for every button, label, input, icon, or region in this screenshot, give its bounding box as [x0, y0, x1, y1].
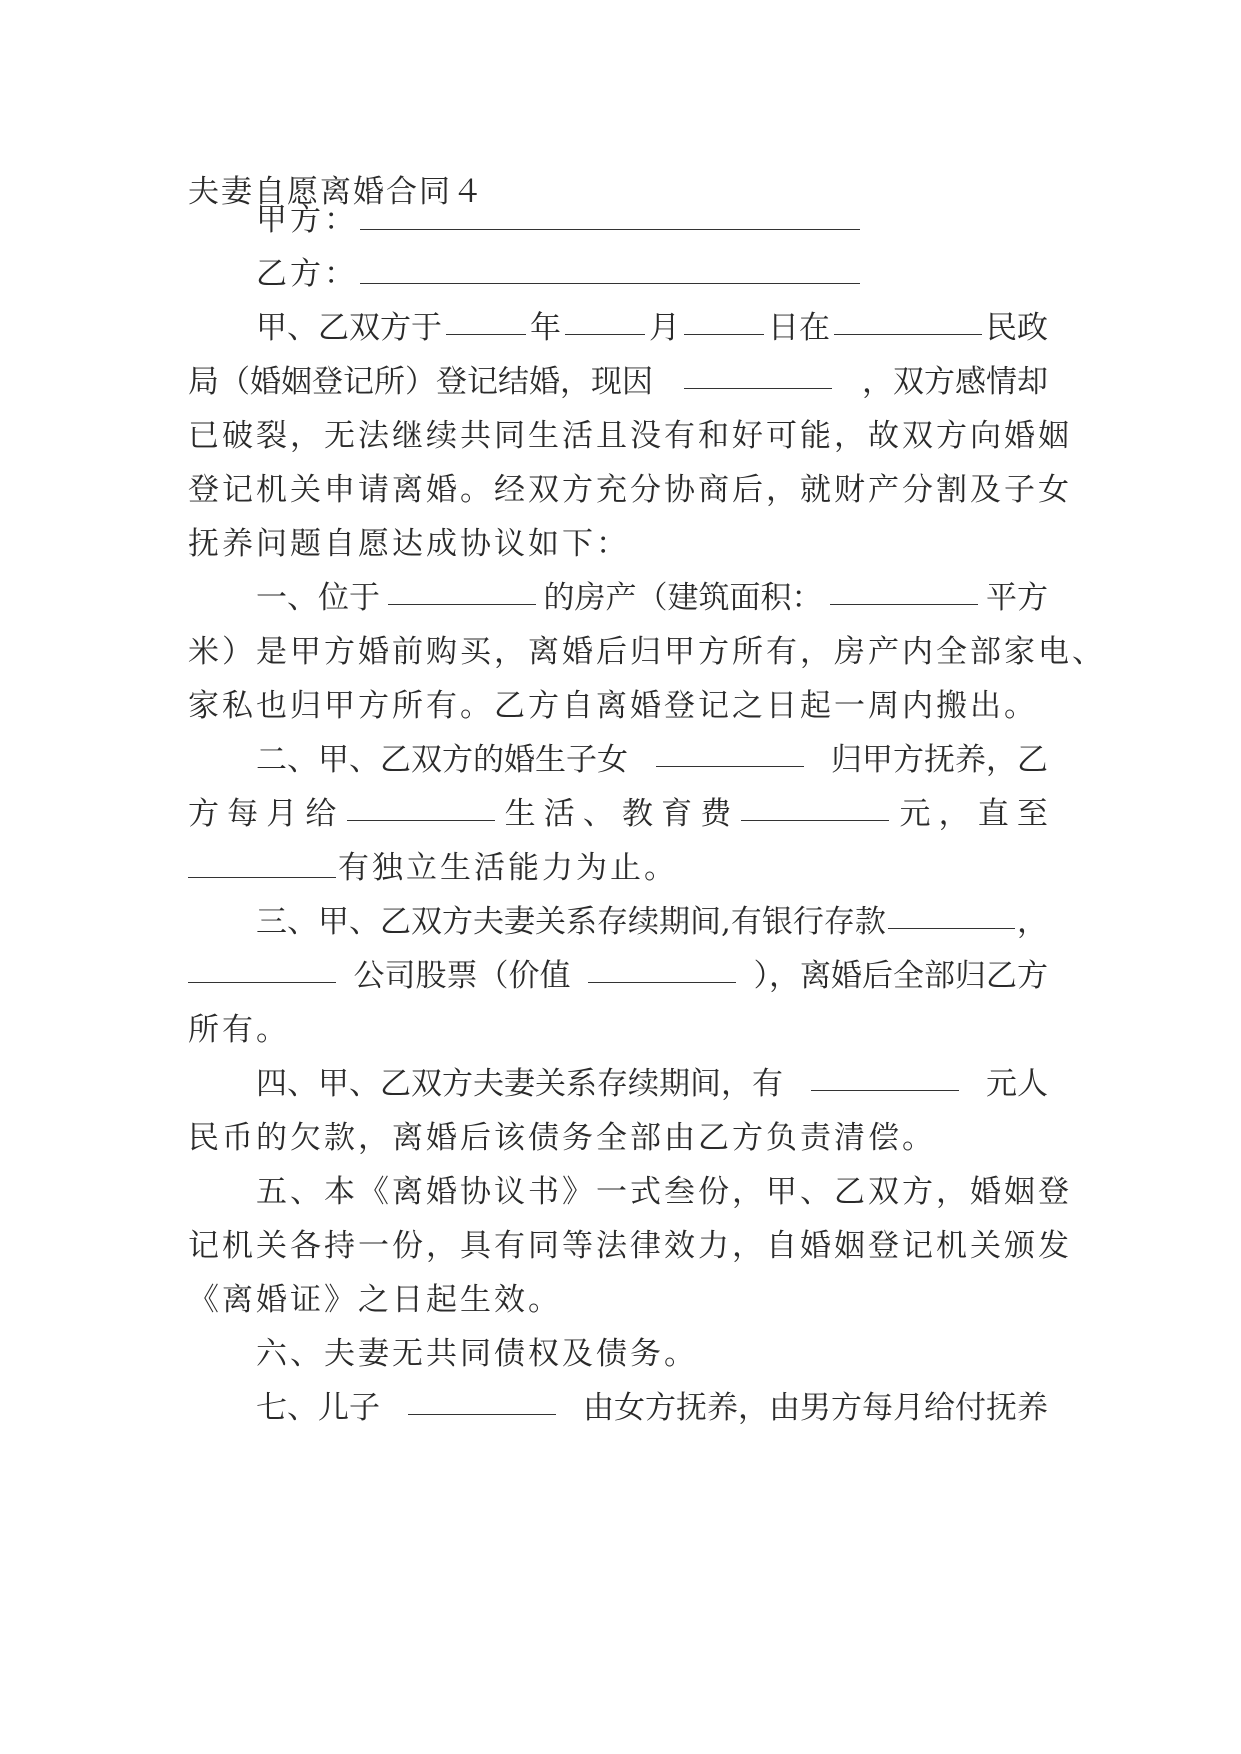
bureau-blank[interactable] [834, 308, 982, 335]
intro-line-3: 已破裂，无法继续共同生活且没有和好可能，故双方向婚姻 [188, 418, 1072, 454]
clause-char: 费 [700, 796, 732, 832]
support-amount-blank[interactable] [741, 794, 889, 821]
intro-line-2 [188, 362, 1048, 402]
clause-text: 一、位于 [256, 580, 380, 616]
intro-text: 年 [530, 310, 561, 346]
intro-line-5: 抚养问题自愿达成协议如下： [188, 526, 630, 562]
clause-char: 、 [582, 796, 614, 832]
clause-char: ， [938, 796, 970, 832]
clause-6-line-1: 六、夫妻无共同债权及债务。 [256, 1336, 698, 1372]
clause-5-line-3: 《离婚证》之日起生效。 [188, 1282, 562, 1318]
bank-deposit-blank[interactable] [888, 902, 1015, 929]
clause-5-line-1: 五、本《离婚协议书》一式叁份，甲、乙双方，婚姻登 [256, 1174, 1072, 1210]
clause-char: 方 [188, 796, 219, 832]
day-blank[interactable] [684, 308, 764, 335]
party-a-line [256, 200, 1048, 240]
clause-text: 由女方抚养，由男方每月给付抚养 [583, 1390, 1048, 1426]
clause-char: 每 [227, 796, 259, 832]
clause-text: 三、甲、乙双方夫妻关系存续期间,有银行存款 [256, 904, 886, 940]
clause-text: 四、甲、乙双方夫妻关系存续期间，有 [256, 1066, 783, 1102]
intro-text: 月 [649, 310, 680, 346]
clause-char: 至 [1016, 796, 1048, 832]
month-blank[interactable] [565, 308, 645, 335]
clause-text: ， [1017, 904, 1048, 940]
reason-blank[interactable] [684, 362, 832, 389]
clause-char: 直 [977, 796, 1009, 832]
clause-text: 公司股票（价值 [353, 958, 571, 994]
year-blank[interactable] [446, 308, 526, 335]
stock-value-blank[interactable] [588, 956, 736, 983]
clause-text: 元人 [986, 1066, 1048, 1102]
party-b-line [256, 254, 1048, 294]
support-child-blank[interactable] [347, 794, 495, 821]
clause-text: 归甲方抚养，乙 [831, 742, 1048, 778]
party-a-blank[interactable] [360, 203, 860, 230]
intro-line-4: 登记机关申请离婚。经双方充分协商后，就财产分割及子女 [188, 472, 1072, 508]
clause-text: 七、儿子 [256, 1390, 380, 1426]
clause-1-line-3: 家私也归甲方所有。乙方自离婚登记之日起一周内搬出。 [188, 688, 1038, 724]
intro-text: ，双方感情却 [862, 364, 1048, 400]
clause-2-line-2 [188, 794, 1048, 834]
party-b-label: 乙方： [256, 256, 358, 292]
intro-text: 民政 [986, 310, 1048, 346]
clause-char: 教 [622, 796, 653, 832]
clause-3-line-3: 所有。 [188, 1012, 290, 1048]
clause-2-line-3 [188, 848, 1048, 888]
clause-3-line-2 [188, 956, 1048, 996]
clause-3-line-1 [256, 902, 1048, 942]
clause-5-line-2: 记机关各持一份，具有同等法律效力，自婚姻登记机关颁发 [188, 1228, 1072, 1264]
clause-1-line-1 [256, 578, 1048, 618]
intro-text: 局（婚姻登记所）登记结婚，现因 [188, 364, 653, 400]
clause-text: ），离婚后全部归乙方 [753, 958, 1048, 994]
area-blank[interactable] [830, 578, 978, 605]
clause-4-line-2: 民币的欠款，离婚后该债务全部由乙方负责清偿。 [188, 1120, 936, 1156]
clause-char: 给 [305, 796, 337, 832]
clause-1-line-2: 米）是甲方婚前购买，离婚后归甲方所有，房产内全部家电、 [188, 634, 1106, 670]
clause-7-line-1 [256, 1388, 1048, 1428]
clause-char: 活 [543, 796, 575, 832]
clause-text: 有独立生活能力为止。 [338, 850, 678, 886]
clause-text: 平方 [986, 580, 1048, 616]
clause-4-line-1 [256, 1064, 1048, 1104]
child-blank[interactable] [656, 740, 804, 767]
clause-char: 生 [504, 796, 536, 832]
clause-text: 的房产（建筑面积： [543, 580, 823, 616]
clause-text: 二、甲、乙双方的婚生子女 [256, 742, 628, 778]
location-blank[interactable] [388, 578, 536, 605]
debt-blank[interactable] [811, 1064, 959, 1091]
party-a-label: 甲方： [256, 202, 358, 238]
intro-text: 日在 [768, 310, 830, 346]
party-b-blank[interactable] [360, 257, 860, 284]
clause-char: 育 [661, 796, 693, 832]
intro-text: 甲、乙双方于 [256, 310, 442, 346]
clause-char: 月 [266, 796, 298, 832]
document-title: 夫妻自愿离婚合同４ [188, 174, 485, 210]
clause-2-line-1 [256, 740, 1048, 780]
company-blank[interactable] [188, 956, 336, 983]
until-child-blank[interactable] [188, 851, 336, 878]
clause-char: 元 [899, 796, 931, 832]
intro-line-1 [256, 308, 1048, 348]
son-blank[interactable] [408, 1388, 556, 1415]
